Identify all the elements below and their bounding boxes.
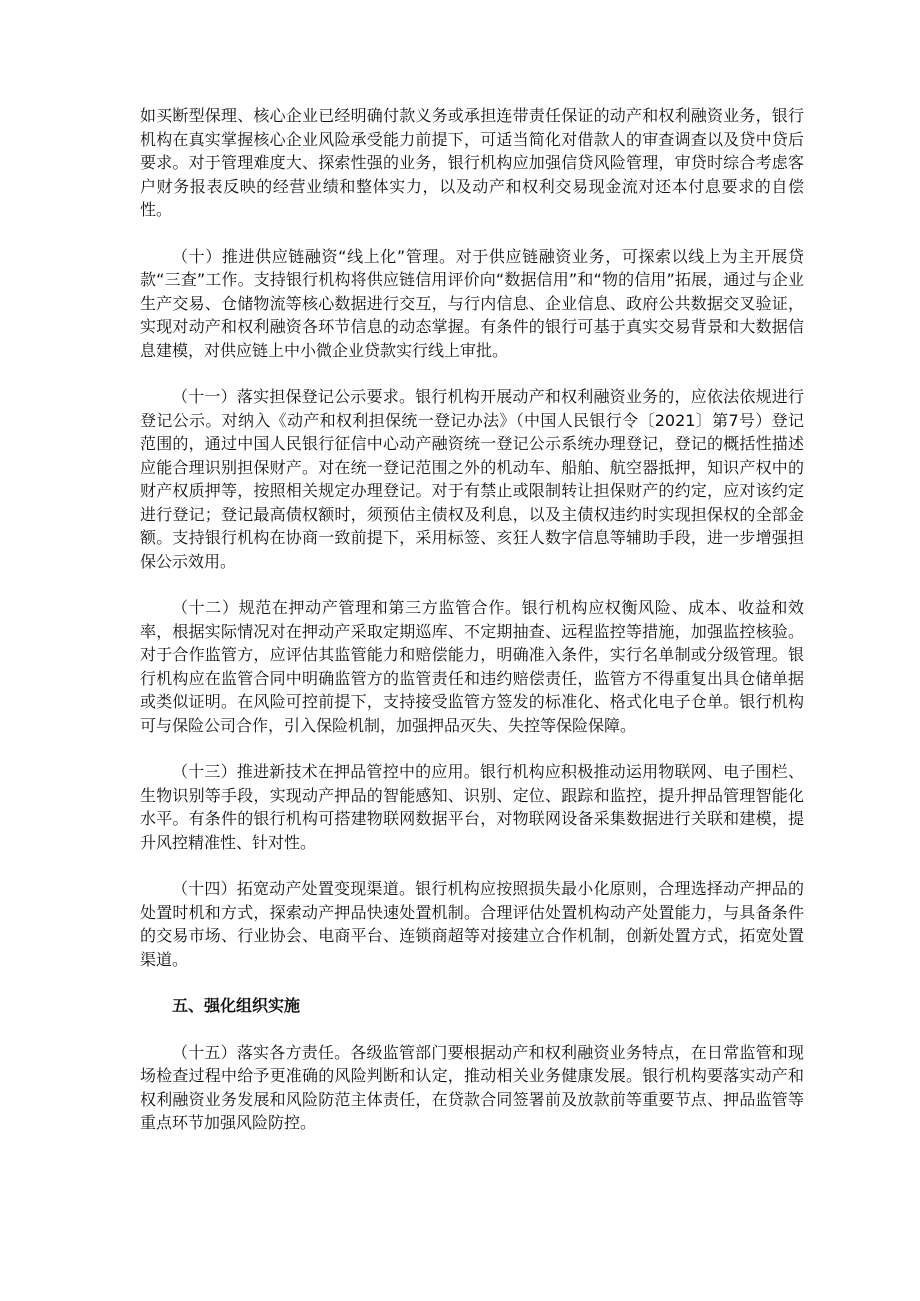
paragraph-gap [140,971,804,994]
paragraph-gap [140,573,804,596]
paragraph-item-12: （十二）规范在押动产管理和第三方监管合作。银行机构应权衡风险、成本、收益和效率，根据实际情况对在押动产采取定期巡库、不定期抽查、远程监控等措施，加强监控核验。对于合作监管方，应评估其监管能力和赔偿能力，明确准入条件，实行名单制或分级管理。银行机构应在监管合同中明确监管方的监管责任和违约赔偿责任，监管方不得重复出具仓储单据或类似证明。在风险可控前提下，支持接受监管方签发的标准化、格式化电子仓单。银行机构可与保险公司合作，引入保险机制，加强押品灭失、失控等保险保障。 [140,598,804,735]
section-heading: 五、强化组织实施 [172,996,301,1015]
paragraph-gap [140,362,804,385]
paragraph-gap [140,1018,804,1041]
paragraph-item-13: （十三）推进新技术在押品管控中的应用。银行机构应积极推动运用物联网、电子围栏、生物识别等手段，实现动产押品的智能感知、识别、定位、跟踪和监控，提升押品管理智能化水平。有条件的银行机构可搭建物联网数据平台，对物联网设备采集数据进行关联和建模，提升风控精准性、针对性。 [140,762,804,852]
paragraph-gap [140,737,804,760]
paragraph-item-14: （十四）拓宽动产处置变现渠道。银行机构应按照损失最小化原则，合理选择动产押品的处置时机和方式，探索动产押品快速处置机制。合理评估处置机构动产处置能力，与具备条件的交易市场、行业协会、电商平台、连锁商超等对接建立合作机制，创新处置方式，拓宽处置渠道。 [140,879,804,969]
document-page [140,104,804,1135]
paragraph-gap [140,854,804,877]
paragraph-item-11: （十一）落实担保登记公示要求。银行机构开展动产和权利融资业务的，应依法依规进行登记公示。对纳入《动产和权利担保统一登记办法》（中国人民银行令〔2021〕第7号）登记范围的，通过中国人民银行征信中心动产融资统一登记公示系统办理登记，登记的概括性描述应能合理识别担保财产。对在统一登记范围之外的机动车、船舶、航空器抵押，知识产权中的财产权质押等，按照相关规定办理登记。对于有禁止或限制转让担保财产的约定，应对该约定进行登记；登记最高债权额时，须预估主债权及利息，以及主债权违约时实现担保权的全部金额。支持银行机构在协商一致前提下，采用标签、亥狂人数字信息等辅助手段，进一步增强担保公示效用。 [140,387,804,571]
paragraph-item-10: （十）推进供应链融资“线上化”管理。对于供应链融资业务，可探索以线上为主开展贷款“三查”工作。支持银行机构将供应链信用评价向“数据信用”和“物的信用”拓展，通过与企业生产交易、仓储物流等核心数据进行交互，与行内信息、企业信息、政府公共数据交叉验证，实现对动产和权利融资各环节信息的动态掌握。有条件的银行可基于真实交易背景和大数据信息建模，对供应链上中小微企业贷款实行线上审批。 [140,246,804,360]
paragraph-item-15: （十五）落实各方责任。各级监管部门要根据动产和权利融资业务特点，在日常监管和现场检查过程中给予更准确的风险判断和认定，推动相关业务健康发展。银行机构要落实动产和权利融资业务发展和风险防范主体责任，在贷款合同签署前及放款前等重要节点、押品监管等重点环节加强风险防控。 [140,1042,804,1132]
paragraph-continuation: 如买断型保理、核心企业已经明确付款义务或承担连带责任保证的动产和权利融资业务，银行机构在真实掌握核心企业风险承受能力前提下，可适当简化对借款人的审查调查以及贷中贷后要求。对于管理难度大、探索性强的业务，银行机构应加强信贷风险管理，审贷时综合考虑客户财务报表反映的经营业绩和整体实力，以及动产和权利交易现金流对还本付息要求的自偿性。 [140,106,804,219]
paragraph-gap [140,222,804,245]
